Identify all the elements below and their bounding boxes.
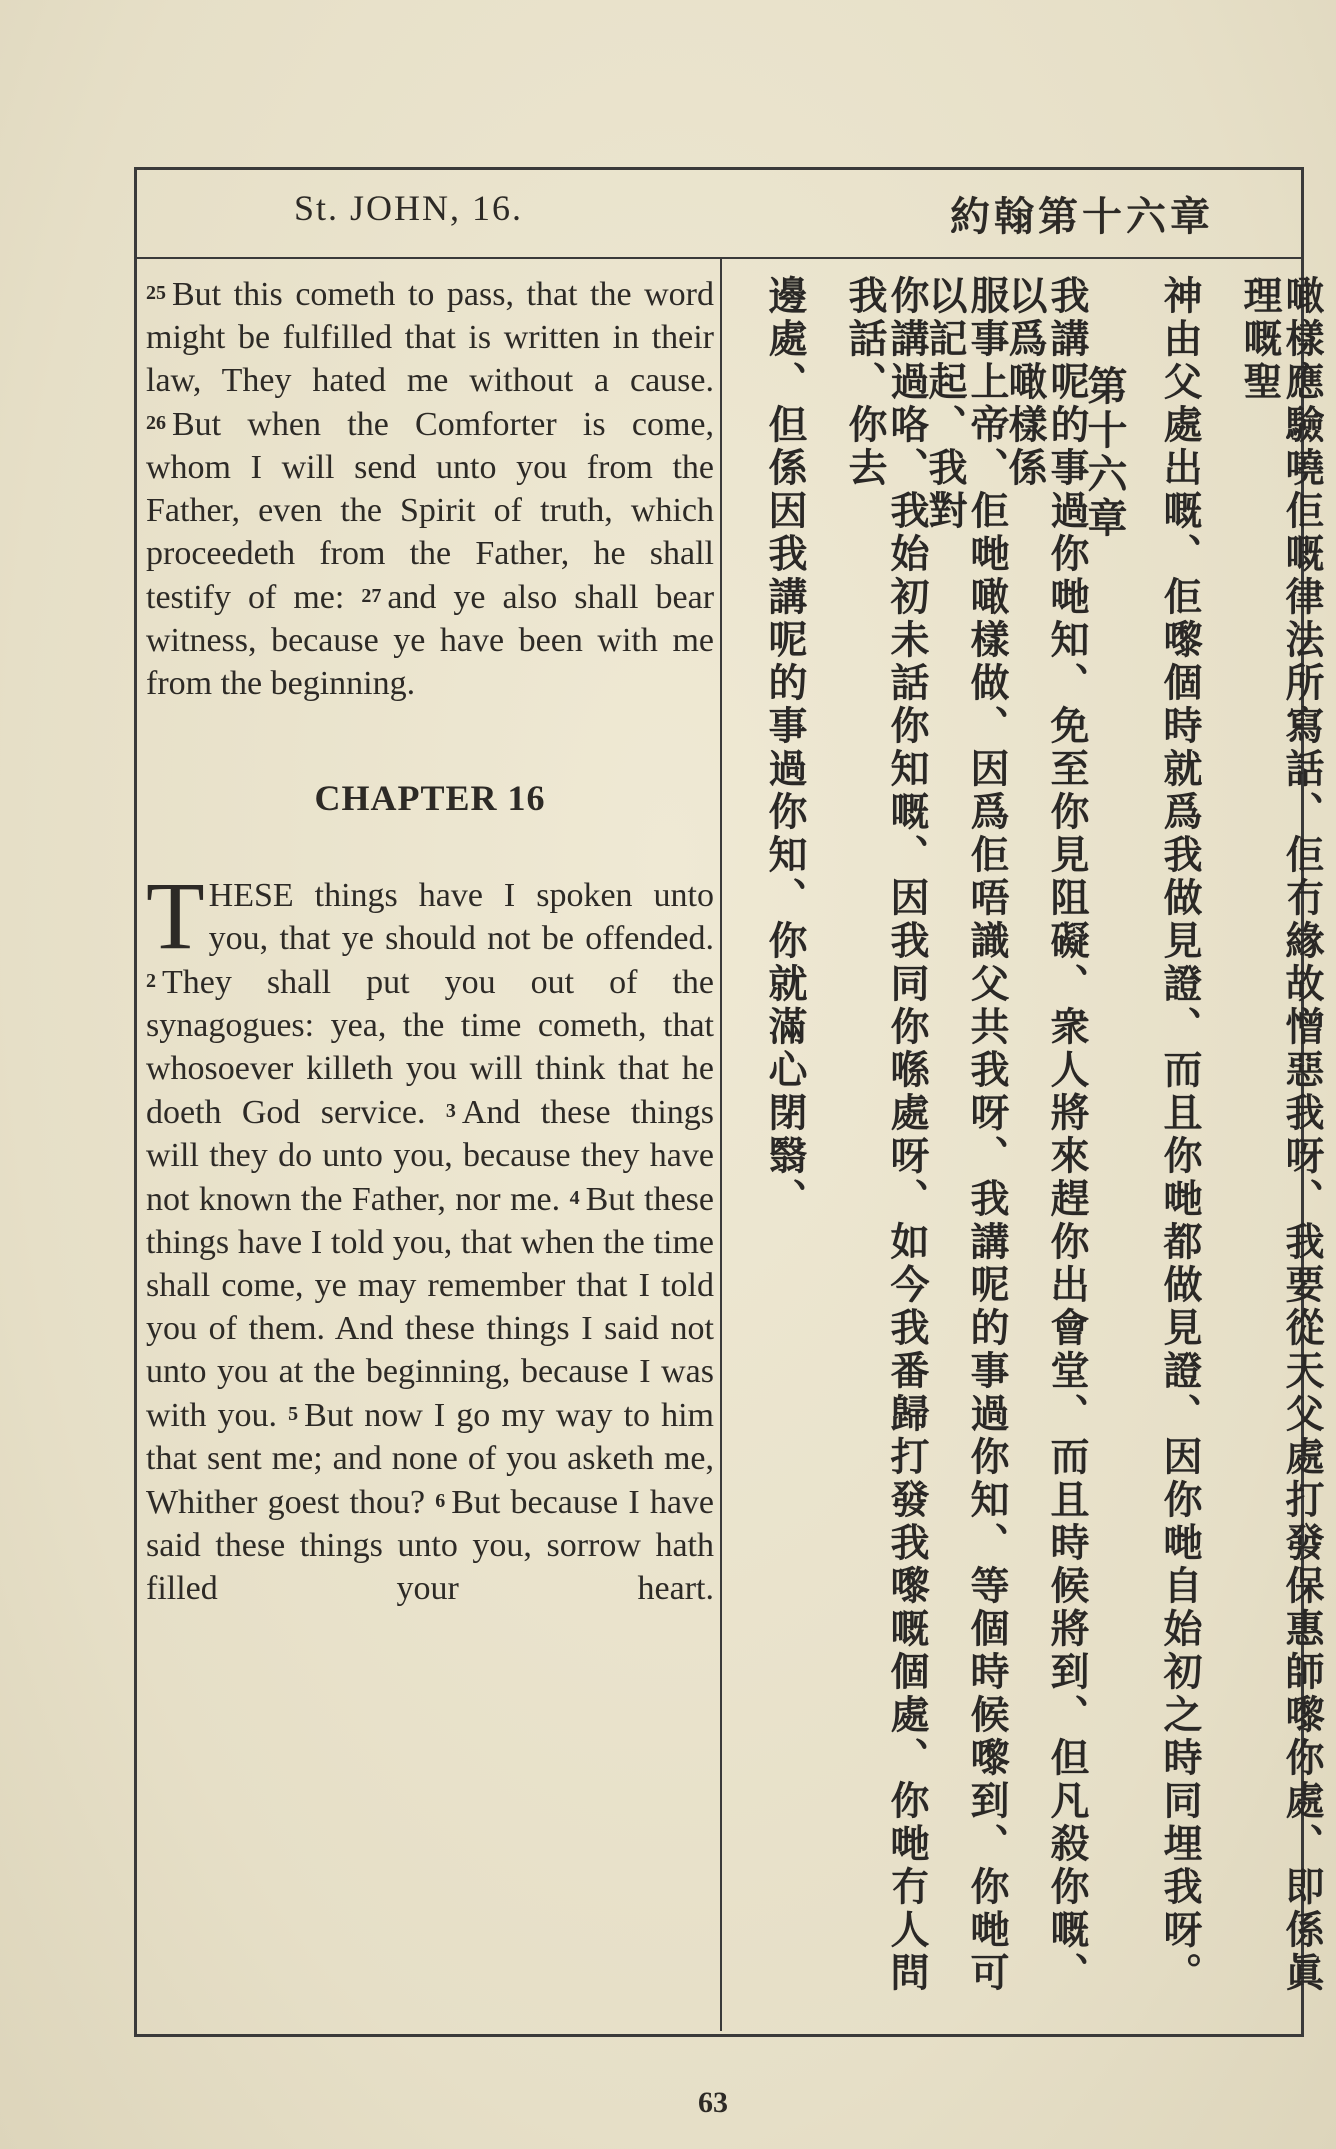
verse-text: But because I have said these things unto you, sorrow hath filled your heart.	[146, 1484, 715, 1607]
verse-text: But this cometh to pass, that the word might be fulfilled that is written in their law, They hated me without a cause.	[146, 276, 714, 399]
verse-text: But when the Comforter is come, whom I will send unto you from the Father, even the Spirit of truth, which proceedeth from the Father, he shall testify of me:	[146, 406, 714, 616]
verse-number: 26	[146, 412, 166, 434]
chinese-line-3: 我講呢的事過你哋知、免至你見阻礙、衆人將來趕你出會堂、而且時候將到、但凡殺你嘅、以爲噉樣係	[1002, 275, 1089, 1995]
page-number: 63	[698, 2086, 728, 2119]
verse-text: and ye also shall bear witness, because ye have been with me from the beginning.	[146, 579, 715, 702]
verse-25	[146, 272, 714, 402]
verse-text: They shall put you out of the synagogues: yea, the time cometh, that whosoever killeth you will think that he doeth God service.	[146, 964, 714, 1131]
verse-1-2	[146, 862, 715, 1610]
column-divider	[720, 259, 722, 2031]
running-header	[134, 167, 1304, 259]
verse-26-27	[146, 402, 714, 705]
header-english: St. JOHN, 16.	[294, 188, 524, 228]
chinese-column	[738, 275, 1324, 2035]
chinese-line-2: 神由父處出嘅、佢嚟個時就爲我做見證、而且你哋都做見證、因你哋自始初之時同埋我呀。	[1157, 275, 1202, 1995]
verse-number: 25	[146, 282, 166, 304]
chinese-chapter-heading: 第十六章	[1081, 365, 1127, 541]
header-chinese: 約翰第十六章	[950, 194, 1214, 240]
verse-text: And these things will they do unto you, because they have not known the Father, nor me.	[146, 1094, 714, 1218]
chinese-line-6: 邊處、但係因我講呢的事過你知、你就滿心閉翳、	[762, 275, 807, 1221]
verse-number: 4	[569, 1187, 580, 1209]
verse-text: HESE things have I spoken unto you, that ye should not be offended.	[208, 877, 714, 957]
chinese-line-4: 服事上帝、佢哋噉樣做、因爲佢唔識父共我呀、我講呢的事過你知、等個時候嚟到、你哋可以記起、我對	[922, 275, 1009, 1995]
verse-number: 27	[361, 585, 382, 607]
chinese-line-5: 你講過咯、我始初未話你知嘅、因我同你喺處呀、如今我番歸打發我嚟嘅個處、你哋冇人問我話、你去	[842, 275, 929, 1995]
verse-number: 2	[146, 970, 156, 992]
verse-number: 3	[445, 1100, 456, 1122]
verse-text: But now I go my way to him that sent me; and none of you asketh me, Whither goest thou?	[146, 1397, 714, 1521]
drop-cap: T	[146, 862, 205, 969]
english-column	[146, 272, 714, 1610]
verse-number: 6	[435, 1490, 446, 1512]
chinese-line-1: 噉樣應驗嘵佢嘅律法所寫話、佢冇緣故憎惡我呀、我要從天父處打發保惠師嚟你處、即係眞理嘅聖	[1237, 275, 1324, 1995]
verse-text: But these things have I told you, that when the time shall come, ye may remember that I told you of them. And these things I said not unto you at the beginning, because I was with you.	[146, 1181, 715, 1434]
chapter-heading: CHAPTER 16	[314, 778, 546, 818]
verse-number: 5	[288, 1403, 299, 1425]
